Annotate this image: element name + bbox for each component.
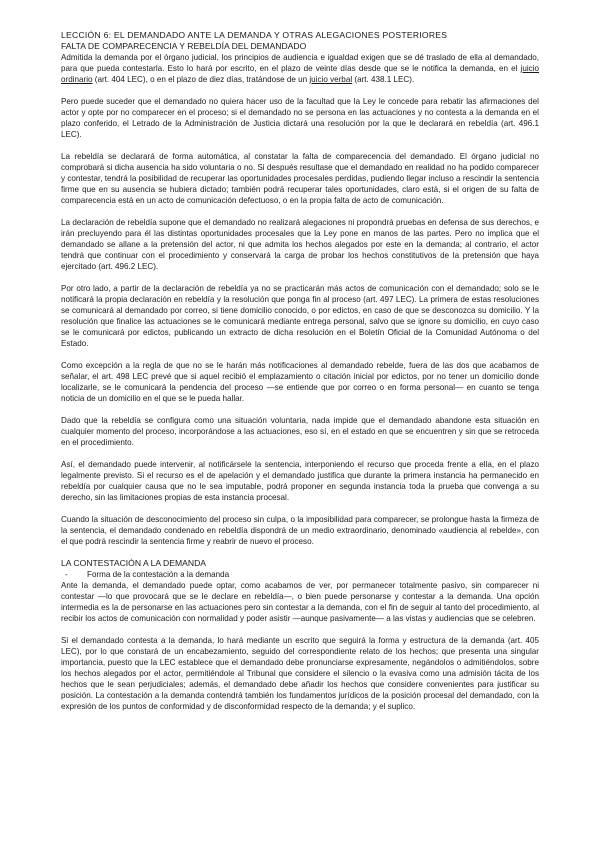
- bullet-marker: -: [65, 570, 68, 579]
- paragraph-9: Cuando la situación de desconocimiento del proceso sin culpa, o la imposibilidad para comparecer, se prolongue hasta la firmeza de la sentencia, el demandado condenado en rebeldía dispondrá de un medio extraordinario, denominado «audiencia al rebelde», con el que podrá rescindir la sentencia firme y reabrir de nuevo el proceso.: [61, 515, 539, 546]
- paragraph-8: Así, el demandado puede intervenir, al notificársele la sentencia, interponiendo el recurso que proceda frente a ella, en el plazo legalmente previsto. Si el recurso es el de apelación y el demandado justifica que durante la primera instancia ha permanecido en rebeldía por cualquier causa que no le sea imputable, podrá proponer en segunda instancia toda la prueba que convenga a su derecho, sin las limitaciones propias de esta instancia procesal.: [61, 460, 539, 502]
- section-heading-rebeldia: FALTA DE COMPARECENCIA Y REBELDÍA DEL DEMANDADO: [61, 41, 307, 51]
- paragraph-3: La rebeldía se declarará de forma automática, al constatar la falta de comparecencia del demandado. El órgano judicial no comprobará si dicha ausencia ha sido voluntaria o no. Si después resultase que el demandado en realidad no ha podido comparecer y contestar, tendrá la posibilidad de recuperar las oportunidades procesales perdidas, pudiendo llegar incluso a rescindir la sentencia firme que en su ausencia se hubiera dictado; también podrá recuperar tales oportunidades, claro está, si el origen de su falta de comparecencia está en un acto de comunicación defectuoso, o en la propia falta de acto de comunicación.: [61, 152, 539, 205]
- bullet-text: Forma de la contestación a la demanda: [87, 570, 230, 579]
- paragraph-1: [61, 52, 539, 85]
- paragraph-1-text-a: Admitida la demanda por el órgano judicial, los principios de audiencia e igualdad exigen que se dé traslado de ella al demandado, para que pueda contestarla. Esto lo hará por escrito, en el plazo de veinte días desde que se le notifica la demanda, en el: [61, 53, 539, 73]
- paragraph-6: Como excepción a la regla de que no se le harán más notificaciones al demandado rebelde, fuera de las dos que acabamos de señalar, el art. 498 LEC prevé que si aquel recibió el emplazamiento o citación inicial por edictos, por no tener un domicilio donde localizarle, se le comunicará la pendencia del proceso —se entiende que por correo o en forma personal— en cuanto se tenga noticia de un domicilio en el que se le pueda hallar.: [61, 361, 539, 403]
- lesson-title: LECCIÓN 6: EL DEMANDADO ANTE LA DEMANDA Y OTRAS ALEGACIONES POSTERIORES: [61, 30, 448, 40]
- paragraph-2: Pero puede suceder que el demandado no quiera hacer uso de la facultad que la Ley le concede para rebatir las afirmaciones del actor y opte por no comparecer en el proceso; si el demandado no se persona en las actuaciones y no contesta a la demanda en el plazo conferido, el Letrado de la Administración de Justicia dictará una resolución por la que le declarará en rebeldía (art. 496.1 LEC).: [61, 97, 539, 139]
- bullet-item: [61, 569, 539, 580]
- paragraph-10: Ante la demanda, el demandado puede optar, como acabamos de ver, por permanecer totalmente pasivo, sin comparecer ni contestar —lo que provocará que se le declare en rebeldía—, o bien puede personarse y contestar a la demanda. Una opción intermedia es la de personarse en las actuaciones pero sin contestar a la demanda, con el fin de seguir al tanto del procedimiento, al recibir los actos de comunicación con normalidad y poder asistir —aunque pasivamente— a las vistas y audiencias que se celebren.: [61, 581, 539, 623]
- paragraph-4: La declaración de rebeldía supone que el demandado no realizará alegaciones ni propondrá pruebas en defensa de sus derechos, e irán precluyendo para él las distintas oportunidades procesales que la Ley pone en manos de las partes. Pero no implica que el demandado se allane a la pretensión del actor, ni que admita los hechos alegados por este en la demanda; al contrario, el actor tendrá que continuar con el procedimiento y conservará la carga de probar los hechos constitutivos de la pretensión que haya ejercitado (art. 496.2 LEC).: [61, 218, 539, 271]
- paragraph-5: Por otro lado, a partir de la declaración de rebeldía ya no se practicarán más actos de comunicación con el demandado; solo se le notificará la propia declaración en rebeldía y la resolución que ponga fin al proceso (art. 497 LEC). La primera de estas resoluciones se comunicará al demandado por correo, si tiene domicilio conocido, o por edictos, en caso de que se desconozca su domicilio. Y la resolución que finalice las actuaciones se le comunicará mediante entrega personal, salvo que se ignore su domicilio, en cuyo caso se le comunicará por edictos, publicando un extracto de dicha resolución en el Boletín Oficial de la Comunidad Autónoma o del Estado.: [61, 284, 539, 348]
- section-heading-contestacion: LA CONTESTACIÓN A LA DEMANDA: [61, 558, 207, 568]
- paragraph-11: Si el demandado contesta a la demanda, lo hará mediante un escrito que seguirá la forma y estructura de la demanda (art. 405 LEC), por lo que constará de un encabezamiento, seguido del correspondiente relato de los hechos; que presenta una singular importancia, puesto que la LEC establece que el demandado debe pronunciarse expresamente, negándolos o admitiéndolos, sobre los hechos alegados por el actor, permitiéndole al Tribunal que considere el silencio o la evasiva como una admisión tácita de los hechos que le sean perjudiciales; además, el demandado debe añadir los hechos que considere convenientes para justificar su posición. La contestación a la demanda contendrá también los fundamentos jurídicos de la posición procesal del demandado, con la expresión de los puntos de conformidad y de disconformidad respecto de la demanda; y el suplico.: [61, 636, 539, 711]
- document-page: [61, 30, 539, 712]
- juicio-ordinario-term: juicio ordinario: [61, 64, 539, 84]
- paragraph-7: Dado que la rebeldía se configura como una situación voluntaria, nada impide que el demandado abandone esta situación en cualquier momento del proceso, incorporándose a las actuaciones, eso sí, en el estado en que se encuentren y sin que se retroceda en el procedimiento.: [61, 416, 539, 447]
- paragraph-1-text-c: (art. 438.1 LEC).: [352, 75, 415, 84]
- paragraph-1-text-b: (art. 404 LEC), o en el plazo de diez días, tratándose de un: [92, 75, 310, 84]
- juicio-verbal-term: juicio verbal: [309, 75, 353, 84]
